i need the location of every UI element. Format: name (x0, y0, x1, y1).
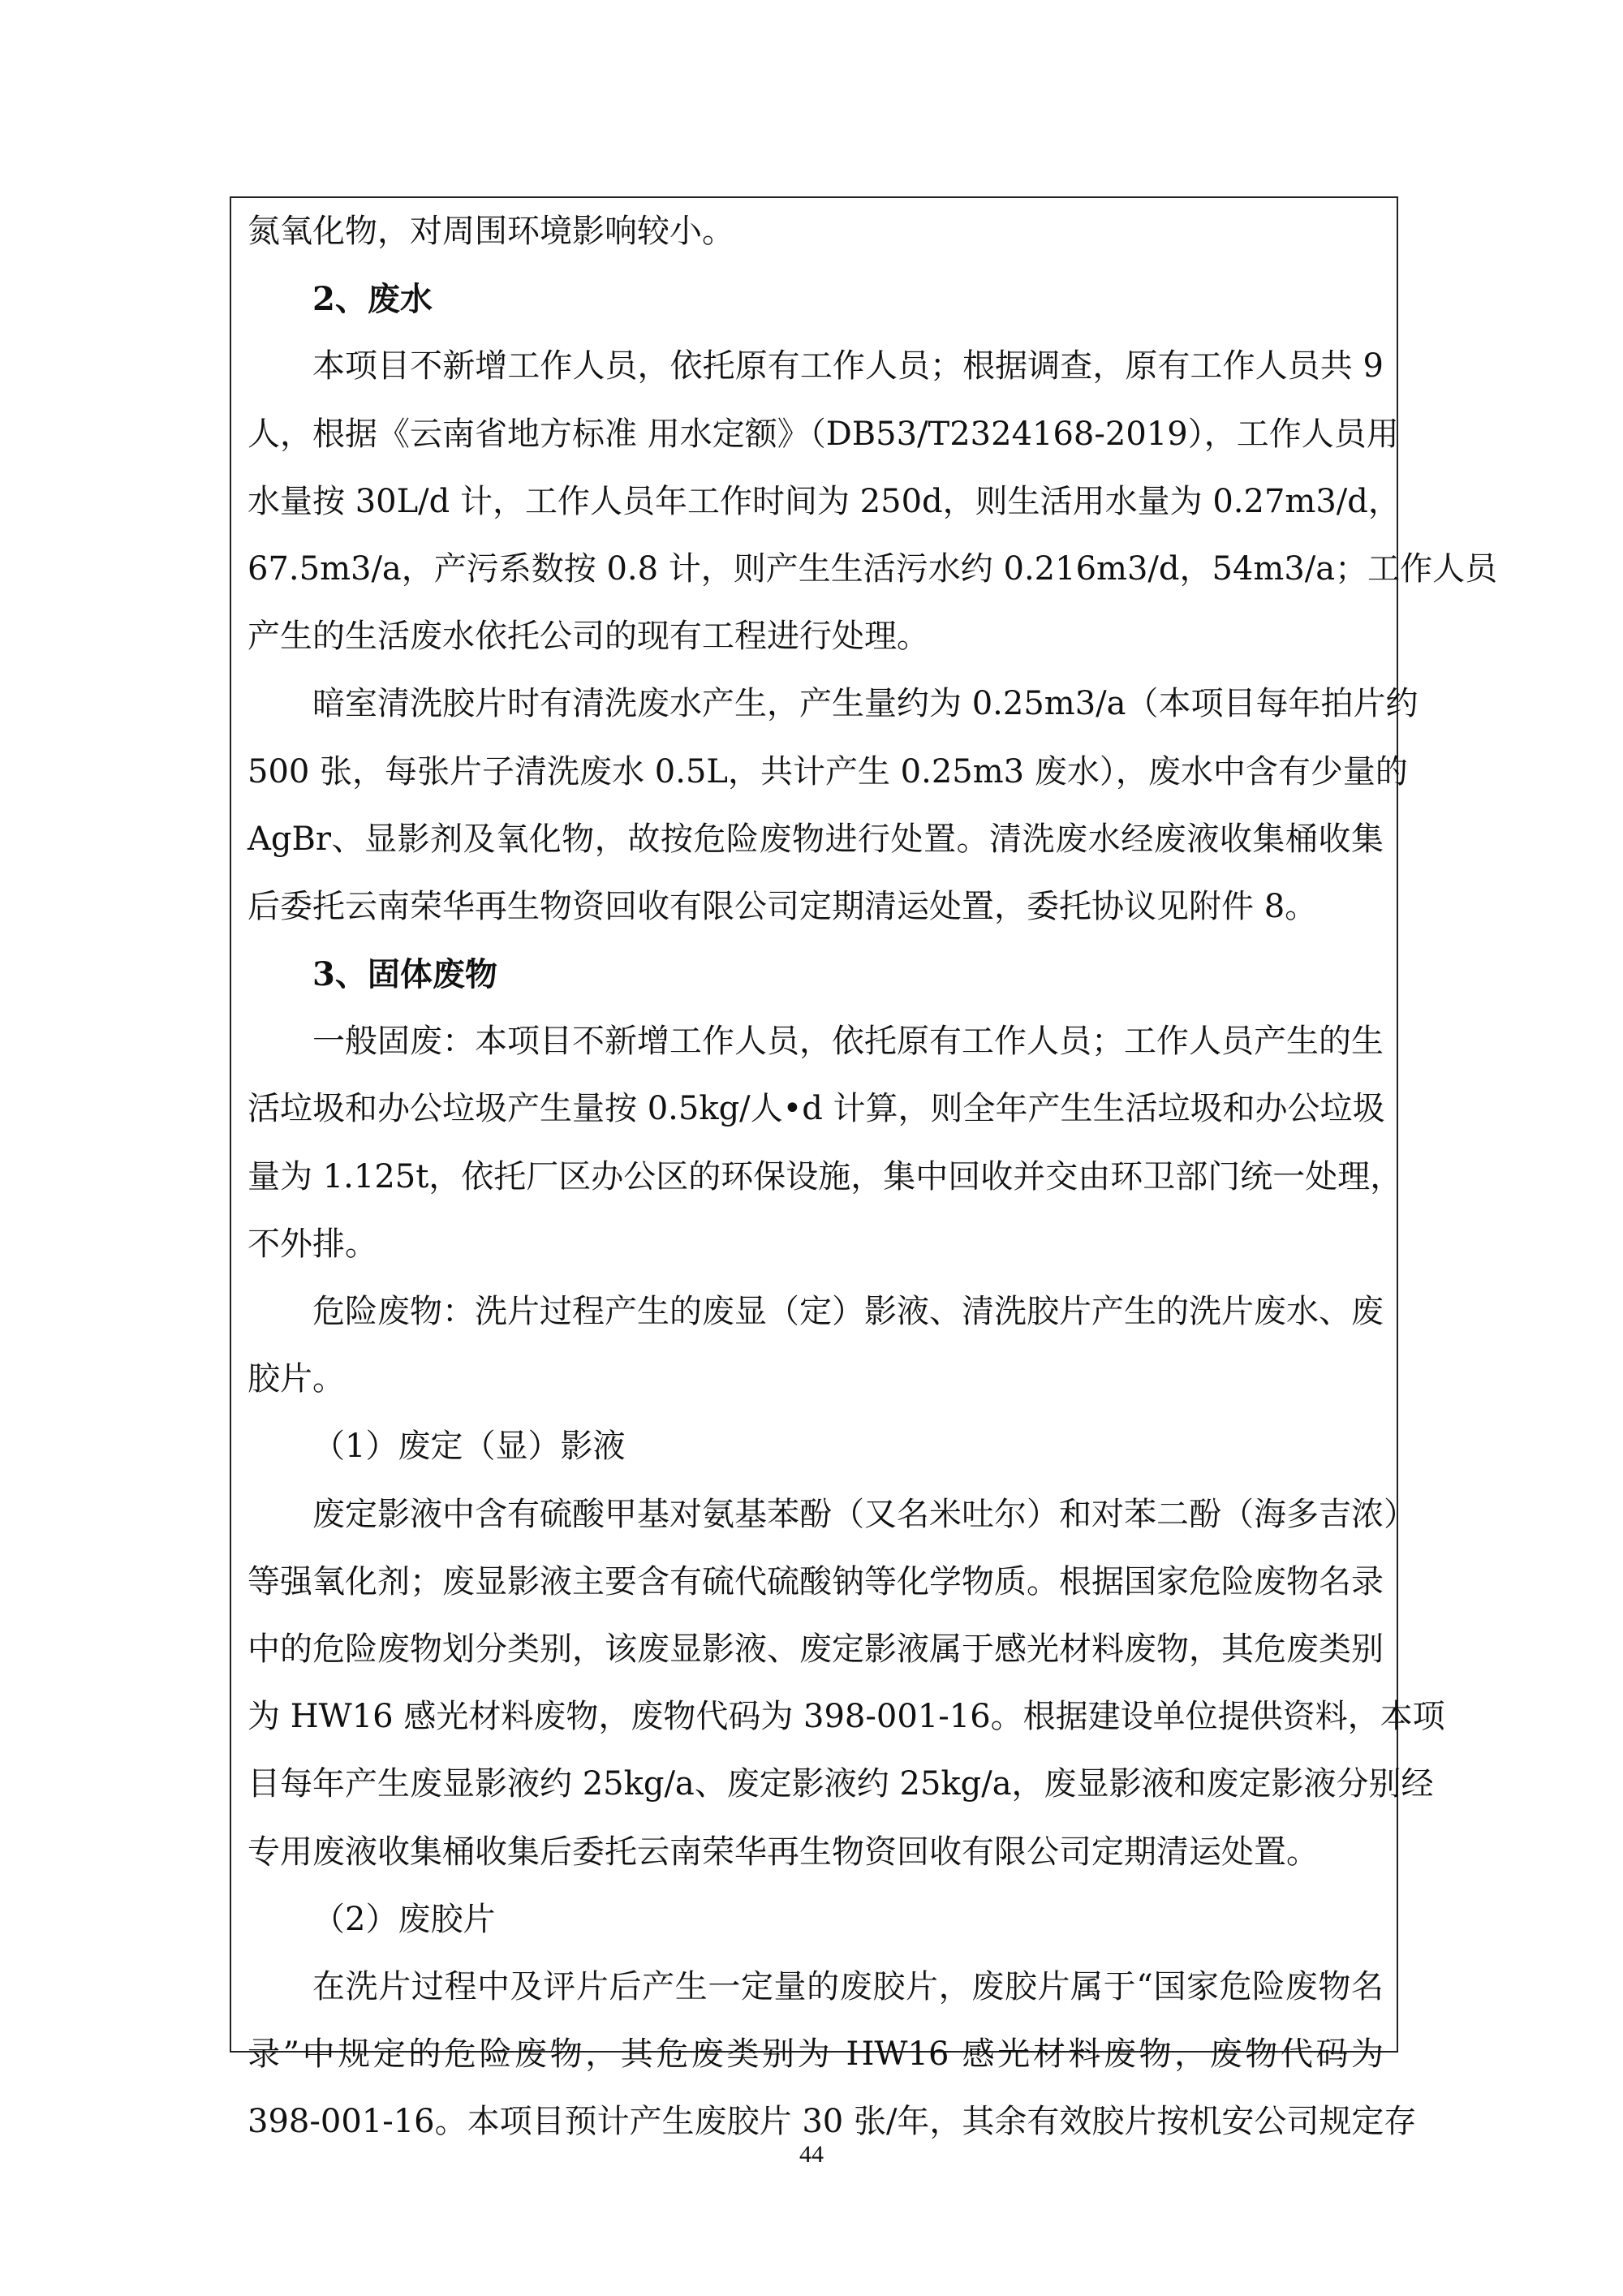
text-line: 500 张，每张片子清洗废水 0.5L，共计产生 0.25m3 废水），废水中含有少量的 (248, 752, 1408, 790)
text-line: 暗室清洗胶片时有清洗废水产生，产生量约为 0.25m3/a（本项目每年拍片约 (312, 685, 1419, 723)
text-line: 本项目不新增工作人员，依托原有工作人员；根据调查，原有工作人员共 9 (312, 347, 1384, 386)
text-line: 产生的生活废水依托公司的现有工程进行处理。 (248, 618, 929, 656)
text-line: 录”中规定的危险废物，其危废类别为 HW16 感光材料废物，废物代码为 (248, 2035, 1384, 2074)
text-line: 为 HW16 感光材料废物，废物代码为 398-001-16。根据建设单位提供资料，本项 (248, 1698, 1445, 1736)
text-line: 67.5m3/a，产污系数按 0.8 计，则产生生活污水约 0.216m3/d，54m3/a；工作人员 (248, 549, 1498, 588)
text-line: 胶片。 (248, 1360, 345, 1398)
text-line: 危险废物：洗片过程产生的废显（定）影液、清洗胶片产生的洗片废水、废 (312, 1293, 1384, 1330)
text-line: 目每年产生废显影液约 25kg/a、废定影液约 25kg/a，废显影液和废定影液分别经 (248, 1765, 1434, 1803)
text-line: 在洗片过程中及评片后产生一定量的废胶片，废胶片属于“国家危险废物名 (312, 1967, 1384, 2005)
text-line: AgBr、显影剂及氧化物，故按危险废物进行处置。清洗废水经废液收集桶收集 (248, 820, 1384, 858)
content-frame (230, 196, 1498, 2141)
text-line: 等强氧化剂；废显影液主要含有硫代硫酸钠等化学物质。根据国家危险废物名录 (248, 1562, 1384, 1600)
subsection-heading: （1）废定（显）影液 (312, 1428, 626, 1466)
text-line: 中的危险废物划分类别，该废显影液、废定影液属于感光材料废物，其危废类别 (248, 1630, 1384, 1668)
page-number: 44 (799, 2141, 824, 2168)
section-heading: 2、废水 (312, 280, 433, 319)
text-line: 量为 1.125t，依托厂区办公区的环保设施，集中回收并交由环卫部门统一处理， (248, 1157, 1403, 1195)
text-line: 不外排。 (248, 1225, 377, 1263)
text-line: 水量按 30L/d 计，工作人员年工作时间为 250d，则生活用水量为 0.27m3/d， (248, 482, 1401, 520)
text-line: 活垃圾和办公垃圾产生量按 0.5kg/人•d 计算，则全年产生生活垃圾和办公垃圾 (248, 1090, 1385, 1128)
text-line: 398-001-16。本项目预计产生废胶片 30 张/年，其余有效胶片按机安公司规定存 (248, 2103, 1417, 2141)
section-heading: 3、固体废物 (312, 955, 497, 994)
text-line: 后委托云南荣华再生物资回收有限公司定期清运处置，委托协议见附件 8。 (248, 887, 1318, 925)
document-body (248, 198, 1498, 2156)
subsection-heading: （2）废胶片 (312, 1900, 496, 1938)
text-line: 一般固废：本项目不新增工作人员，依托原有工作人员；工作人员产生的生 (312, 1023, 1384, 1061)
text-line: 废定影液中含有硫酸甲基对氨基苯酚（又名米吐尔）和对苯二酚（海多吉浓） (312, 1495, 1416, 1533)
text-line: 人，根据《云南省地方标准 用水定额》（DB53/T2324168-2019），工作人员用 (248, 415, 1399, 453)
text-line: 氮氧化物，对周围环境影响较小。 (248, 213, 734, 250)
text-line: 专用废液收集桶收集后委托云南荣华再生物资回收有限公司定期清运处置。 (248, 1833, 1319, 1871)
